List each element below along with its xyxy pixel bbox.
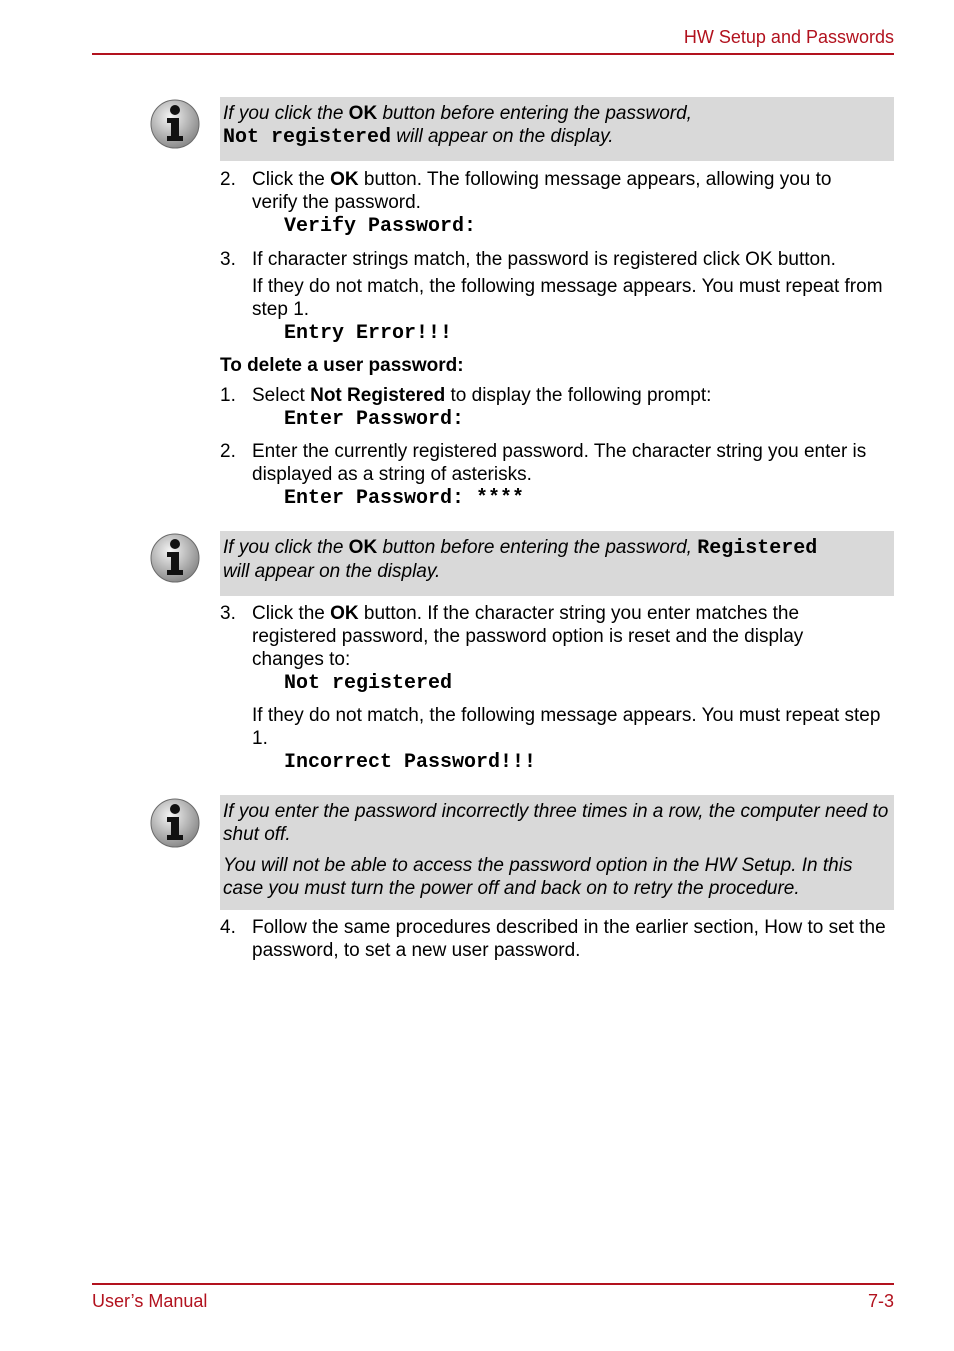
note-text: button before entering the password, [377,537,698,558]
message-incorrect-password: Incorrect Password!!! [284,751,537,774]
note-text: button before entering the password, [377,103,692,124]
message-enter-password-asterisks: Enter Password: **** [284,487,525,510]
step-mismatch-text: If they do not match, the following message appears. You must repeat from step 1. [252,276,883,320]
header-rule [92,53,894,55]
step-text: Enter the currently registered password. The character string you enter is displayed as a string of asterisks. [252,441,867,485]
step-text: If character strings match, the password is registered click OK button. [252,249,836,270]
step-text: Click the [252,169,331,190]
message-verify-password: Verify Password: [284,215,477,238]
message-enter-password: Enter Password: [284,408,465,431]
ok-label: OK [330,603,359,624]
info-icon [149,98,201,150]
note-three-incorrect-attempts [220,795,894,910]
note-text: You will not be able to access the password option in the HW Setup. In this case you must turn the power off and back on to retry the procedure. [223,855,853,899]
page-number: 7-3 [867,1291,894,1311]
note-text: If you click the [223,103,349,124]
note-text: If you click the [223,537,349,558]
note-text: will appear on the display. [391,126,614,147]
step-number: 1. [220,385,236,406]
ok-label: OK [330,169,359,190]
code-text: Not registered [223,126,392,149]
step-number: 2. [220,441,236,462]
delete-password-heading: To delete a user password: [220,355,464,376]
step-number: 3. [220,249,236,270]
step-click-ok-reset [220,602,900,671]
step-text: to display the following prompt: [445,385,712,406]
step-text: Follow the same procedures described in the earlier section, How to set the password, to set a new user password. [252,917,886,961]
step-number: 3. [220,603,236,624]
step-text: Select [252,385,311,406]
info-icon [149,532,201,584]
message-entry-error: Entry Error!!! [284,322,453,345]
message-not-registered: Not registered [284,672,453,695]
step-text: Click the [252,603,331,624]
note-ok-before-password [220,97,894,161]
step-select-not-registered [220,384,900,407]
code-text: Registered [697,537,818,560]
info-icon [149,797,201,849]
step-text: button. If the character string you enter matches the registered password, the password option is reset and the display changes to: [252,603,804,670]
step-mismatch-text: If they do not match, the following message appears. You must repeat step 1. [252,705,881,749]
note-text: will appear on the display. [223,561,441,582]
step-number: 2. [220,169,236,190]
ok-label: OK [348,537,378,558]
step-enter-current-password [220,440,900,486]
step-verify [220,168,900,214]
note-ok-before-password-registered [220,531,894,596]
section-title: HW Setup and Passwords [683,27,894,47]
footer-manual: User’s Manual [92,1291,208,1311]
note-text: If you enter the password incorrectly three times in a row, the computer need to shut off. [223,801,889,845]
ok-label: OK [348,103,378,124]
step-text: button. The following message appears, allowing you to verify the password. [252,169,832,213]
step-match [220,248,900,271]
footer-rule [92,1283,894,1285]
not-registered-label: Not Registered [310,385,446,406]
step-set-new-password [220,916,900,962]
step-number: 4. [220,917,236,938]
